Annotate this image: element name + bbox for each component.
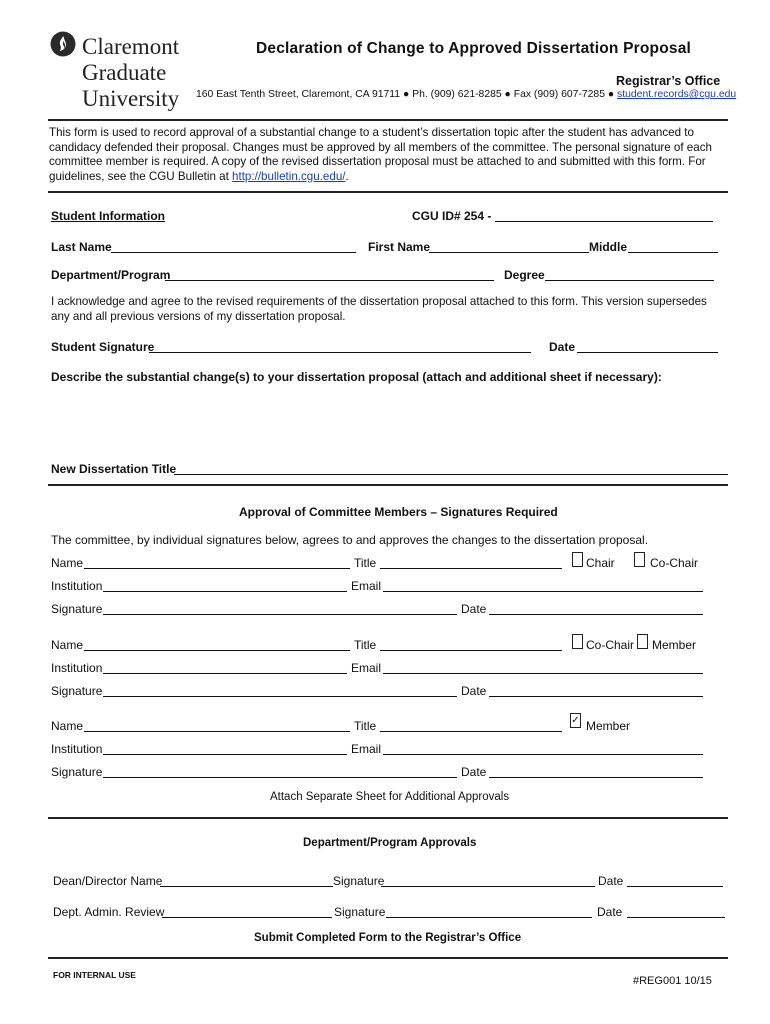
signature-label: Signature <box>51 684 103 698</box>
cochair-checkbox[interactable] <box>572 634 583 649</box>
new-title-label: New Dissertation Title <box>51 462 177 476</box>
title-field[interactable] <box>380 731 562 732</box>
email-label: Email <box>351 661 382 675</box>
form-code: #REG001 10/15 <box>633 975 712 987</box>
date-label: Date <box>461 765 487 779</box>
student-date-field[interactable] <box>577 352 718 353</box>
title-label: Title <box>354 638 377 652</box>
admin-date-field[interactable] <box>627 917 725 918</box>
name-label: Name <box>51 556 84 570</box>
new-title-field[interactable] <box>174 474 728 475</box>
title-field[interactable] <box>380 568 562 569</box>
cgu-id-field[interactable] <box>495 221 713 222</box>
dean-label: Dean/Director Name <box>53 874 163 888</box>
institution-field[interactable] <box>103 673 347 674</box>
submit-instruction: Submit Completed Form to the Registrar’s Office <box>254 932 522 944</box>
title-label: Title <box>354 719 377 733</box>
divider <box>48 817 728 819</box>
date-label: Date <box>461 602 487 616</box>
committee-heading: Approval of Committee Members – Signatures Required <box>239 505 558 519</box>
admin-review-field[interactable] <box>162 917 332 918</box>
logo-line-2: Graduate <box>82 60 167 85</box>
address-text: 160 East Tenth Street, Claremont, CA 91711 ● Ph. (909) 621-8285 ● Fax (909) 607-7285 ● <box>196 89 615 100</box>
signature-field[interactable] <box>103 777 457 778</box>
email-field[interactable] <box>383 754 703 755</box>
student-info-heading: Student Information <box>51 209 165 223</box>
attach-note: Attach Separate Sheet for Additional Approvals <box>270 791 510 803</box>
name-label: Name <box>51 638 84 652</box>
middle-label: Middle <box>589 240 627 254</box>
institution-label: Institution <box>51 661 103 675</box>
first-name-label: First Name <box>368 240 431 254</box>
bulletin-link[interactable]: http://bulletin.cgu.edu/ <box>232 169 346 183</box>
email-label: Email <box>351 742 382 756</box>
student-signature-field[interactable] <box>149 352 531 353</box>
date-field[interactable] <box>489 696 703 697</box>
cochair-label: Co-Chair <box>586 638 635 652</box>
flame-logo-icon <box>50 31 76 57</box>
email-field[interactable] <box>383 673 703 674</box>
institution-field[interactable] <box>103 591 347 592</box>
email-field[interactable] <box>383 591 703 592</box>
form-title: Declaration of Change to Approved Dissertation Proposal <box>256 40 692 57</box>
signature-label: Signature <box>51 765 103 779</box>
member-label: Member <box>652 638 697 652</box>
member-checkbox[interactable] <box>637 634 648 649</box>
admin-date-label: Date <box>597 905 623 919</box>
last-name-label: Last Name <box>51 240 112 254</box>
email-label: Email <box>351 579 382 593</box>
contact-line <box>196 89 736 100</box>
name-label: Name <box>51 719 84 733</box>
dean-date-field[interactable] <box>627 886 723 887</box>
department-label: Department/Program <box>51 268 171 282</box>
checkmark-icon: ✓ <box>571 714 580 726</box>
intro-paragraph <box>49 126 723 184</box>
dean-signature-field[interactable] <box>381 886 595 887</box>
divider <box>48 119 728 121</box>
date-label: Date <box>461 684 487 698</box>
student-date-label: Date <box>549 340 576 354</box>
last-name-field[interactable] <box>111 252 356 253</box>
dean-date-label: Date <box>598 874 624 888</box>
registrar-office: Registrar’s Office <box>616 74 721 88</box>
dean-signature-label: Signature <box>333 874 385 888</box>
first-name-field[interactable] <box>429 252 589 253</box>
name-field[interactable] <box>84 731 350 732</box>
cochair-label: Co-Chair <box>650 556 699 570</box>
divider <box>48 484 728 486</box>
cgu-id-label: CGU ID# 254 - <box>412 209 492 223</box>
department-heading: Department/Program Approvals <box>303 837 477 849</box>
cochair-checkbox[interactable] <box>634 552 645 567</box>
title-field[interactable] <box>380 650 562 651</box>
admin-signature-field[interactable] <box>386 917 592 918</box>
institution-label: Institution <box>51 579 103 593</box>
email-link[interactable]: student.records@cgu.edu <box>617 89 737 100</box>
logo-line-1: Claremont <box>82 34 180 59</box>
date-field[interactable] <box>489 614 703 615</box>
admin-review-label: Dept. Admin. Review <box>53 905 165 919</box>
signature-field[interactable] <box>103 614 457 615</box>
intro-text: This form is used to record approval of a substantial change to a student’s dissertation topic after the student has advanced to candidacy defended their proposal. Changes must be approved by all members of the committee. The personal signature of each committee member is required. A copy of the revised dissertation proposal must be attached to and submitted with this form. For guidelines, see the CGU Bulletin at <box>49 126 712 183</box>
title-label: Title <box>354 556 377 570</box>
date-field[interactable] <box>489 777 703 778</box>
member-checkbox[interactable] <box>570 713 581 728</box>
divider <box>48 191 728 193</box>
divider <box>48 957 728 959</box>
chair-label: Chair <box>586 556 615 570</box>
name-field[interactable] <box>84 568 350 569</box>
signature-label: Signature <box>51 602 103 616</box>
admin-signature-label: Signature <box>334 905 386 919</box>
internal-use-label: FOR INTERNAL USE <box>53 970 136 980</box>
committee-statement: The committee, by individual signatures below, agrees to and approves the changes to the dissertation proposal. <box>51 533 649 547</box>
institution-label: Institution <box>51 742 103 756</box>
signature-field[interactable] <box>103 696 457 697</box>
student-signature-label: Student Signature <box>51 340 155 354</box>
name-field[interactable] <box>84 650 350 651</box>
middle-field[interactable] <box>628 252 718 253</box>
degree-label: Degree <box>504 268 545 282</box>
department-field[interactable] <box>165 280 494 281</box>
describe-area[interactable] <box>51 388 727 454</box>
intro-end: . <box>345 169 349 183</box>
logo-line-3: University <box>82 86 180 111</box>
degree-field[interactable] <box>545 280 714 281</box>
member-label: Member <box>586 719 631 733</box>
acknowledge-text: I acknowledge and agree to the revised requirements of the dissertation proposal attached to this form. This version supersedes any and all previous versions of my dissertation proposal. <box>51 295 707 323</box>
institution-field[interactable] <box>103 754 347 755</box>
describe-label: Describe the substantial change(s) to your dissertation proposal (attach and additional sheet if necessary): <box>51 370 662 384</box>
chair-checkbox[interactable] <box>572 552 583 567</box>
dean-name-field[interactable] <box>160 886 333 887</box>
